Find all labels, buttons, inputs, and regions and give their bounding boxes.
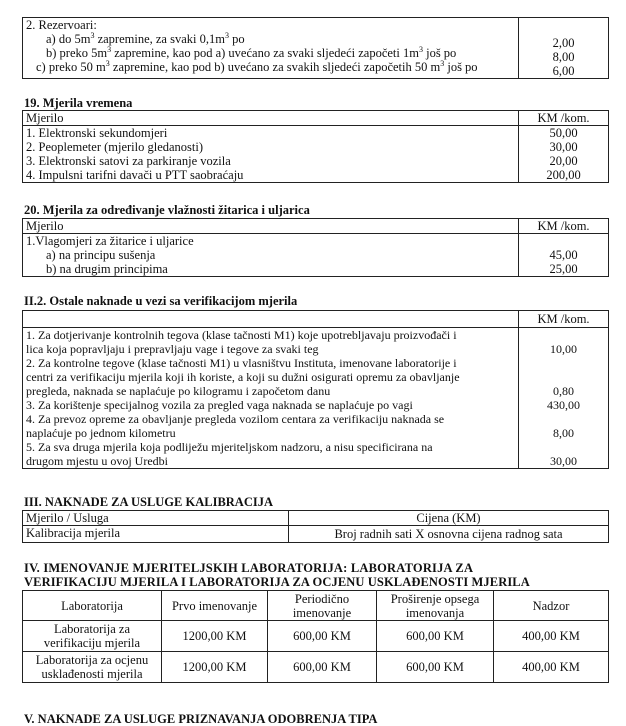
lab-row-2-first: 1200,00 KM <box>162 652 268 683</box>
section-ii2-title: II.2. Ostale naknade u vezi sa verifikacijom mjerila <box>24 294 298 308</box>
fee-row-3-line-1: 3. Za korištenje specijalnog vozila za pregled vaga naknada se naplaćuje po vagi <box>26 398 413 412</box>
fee-row-2-line-2: centri za verifikaciju mjerila koji ih koriste, a koji su dužni osigurati opremu za obavljanje <box>26 370 460 384</box>
fee-row-2-line-1: 2. Za kontrolne tegove (klase tačnosti M1) u vlasništvu Instituta, imenovane laboratorije i <box>26 356 457 370</box>
fee-row-2-line-3: pregleda, naknada se naplaćuje po kilogramu i započetom danu <box>26 384 331 398</box>
col-header-supervision: Nadzor <box>494 591 609 621</box>
table-cell-value: 200,00 <box>546 168 581 182</box>
tanks-item-a: a) do $5m^3$ zapremine, za svaki $0,1m^3$ po <box>46 30 245 46</box>
fee-value-3: 430,00 <box>547 398 580 412</box>
moisture-meters-labels <box>23 234 519 277</box>
table-row: 2. Peoplemeter (mjerilo gledanosti) <box>26 140 204 154</box>
fee-value-4: 8,00 <box>553 426 574 440</box>
fee-row-5-line-2: drugom mjestu u ovoj Uredbi <box>26 454 168 468</box>
tanks-item-c: c) preko 50 $m^3$ zapremine, kao pod b) uvećano za svakih sljedeći započetih 50 $m^3$ još po <box>36 58 478 74</box>
laboratories-table <box>22 590 609 683</box>
table-cell-value: 25,00 <box>549 262 578 276</box>
tanks-value-b: 8,00 <box>552 50 575 64</box>
section-iii-title: III. NAKNADE ZA USLUGE KALIBRACIJA <box>24 495 274 509</box>
tanks-table <box>22 17 609 79</box>
fee-value-5: 30,00 <box>550 454 577 468</box>
lab-row-1-supervision: 400,00 KM <box>494 621 609 652</box>
table-row: b) na drugim principima <box>46 262 168 276</box>
fee-row-4-line-2: naplaćuje po jednom kilometru <box>26 426 176 440</box>
moisture-meters-values <box>519 234 609 277</box>
table-row: 4. Impulsni tarifni davači u PTT saobraćaju <box>26 168 244 182</box>
lab-row-2-name: Laboratorija za ocjenu usklađenosti mjerila <box>23 652 162 683</box>
col-header-extension: Proširenje opsega imenovanja <box>377 591 494 621</box>
table-row: 3. Elektronski satovi za parkiranje vozila <box>26 154 231 168</box>
tanks-description-cell <box>23 18 519 79</box>
col-header-km: KM /kom. <box>519 111 609 126</box>
col-header-first: Prvo imenovanje <box>162 591 268 621</box>
section-19-title: 19. Mjerila vremena <box>24 96 133 110</box>
col-header-periodic: Periodično imenovanje <box>268 591 377 621</box>
fee-value-1: 10,00 <box>550 342 577 356</box>
time-meters-labels <box>23 126 519 183</box>
fee-value-2: 0,80 <box>553 384 574 398</box>
lab-row-1-periodic: 600,00 KM <box>268 621 377 652</box>
time-meters-values <box>519 126 609 183</box>
section-iv-title-line-1: IV. IMENOVANJE MJERITELJSKIH LABORATORIJA: LABORATORIJA ZA <box>24 561 474 575</box>
lab-row-2-supervision: 400,00 KM <box>494 652 609 683</box>
calibration-value: Broj radnih sati X osnovna cijena radnog sata <box>289 526 609 543</box>
tanks-values-cell <box>519 18 609 79</box>
section-iv-title-line-2: VERIFIKACIJU MJERILA I LABORATORIJA ZA OCJENU USKLAĐENOSTI MJERILA <box>24 575 530 589</box>
table-row: 1. Elektronski sekundomjeri <box>26 126 168 140</box>
col-header-km: KM /kom. <box>519 311 609 328</box>
tanks-intro: 2. Rezervoari: <box>26 18 97 32</box>
calibration-label: Kalibracija mjerila <box>23 526 289 543</box>
section-20-title: 20. Mjerila za određivanje vlažnosti žitarica i uljarica <box>24 203 310 217</box>
table-row: a) na principu sušenja <box>46 248 156 262</box>
moisture-meters-table <box>22 218 609 277</box>
col-header-km: KM /kom. <box>519 219 609 234</box>
other-fees-table <box>22 310 609 469</box>
table-cell-value: 45,00 <box>549 248 578 262</box>
lab-row-2-periodic: 600,00 KM <box>268 652 377 683</box>
lab-row-1-extension: 600,00 KM <box>377 621 494 652</box>
fee-row-1-line-2: lica koja popravljaju i prepravljaju vage i tegove za svaki teg <box>26 342 319 356</box>
calibration-table <box>22 510 609 543</box>
lab-row-1-first: 1200,00 KM <box>162 621 268 652</box>
lab-row-1-name: Laboratorija za verifikaciju mjerila <box>23 621 162 652</box>
col-header-mjerilo: Mjerilo <box>23 219 519 234</box>
fee-row-4-line-1: 4. Za prevoz opreme za obavljanje pregleda vozilom centara za verifikaciju naknada se <box>26 412 445 426</box>
fee-row-1-line-1: 1. Za dotjerivanje kontrolnih tegova (klase tačnosti M1) koje upotrebljavaju proizvođači i <box>26 328 457 342</box>
col-header-mjerilo: Mjerilo <box>23 111 519 126</box>
col-header-service: Mjerilo / Usluga <box>23 511 289 526</box>
tanks-item-b: b) preko $5m^3$ zapremine, kao pod a) uvećano za svaki sljedeći započeti $1m^3$ još po <box>46 44 457 60</box>
lab-row-2-extension: 600,00 KM <box>377 652 494 683</box>
other-fees-values <box>519 328 609 469</box>
other-fees-labels <box>23 328 519 469</box>
table-row: 1.Vlagomjeri za žitarice i uljarice <box>26 234 194 248</box>
time-meters-table <box>22 110 609 183</box>
tanks-value-c: 6,00 <box>552 64 575 78</box>
table-cell-value: 30,00 <box>549 140 578 154</box>
section-v-title: V. NAKNADE ZA USLUGE PRIZNAVANJA ODOBRENJA TIPA <box>24 712 378 726</box>
col-header-empty <box>23 311 519 328</box>
tanks-value-a: 2,00 <box>552 36 575 50</box>
col-header-lab: Laboratorija <box>23 591 162 621</box>
col-header-price: Cijena (KM) <box>289 511 609 526</box>
table-cell-value: 50,00 <box>549 126 578 140</box>
fee-row-5-line-1: 5. Za sva druga mjerila koja podliježu mjeriteljskom nadzoru, a nisu specificirana na <box>26 440 433 454</box>
table-cell-value: 20,00 <box>549 154 578 168</box>
